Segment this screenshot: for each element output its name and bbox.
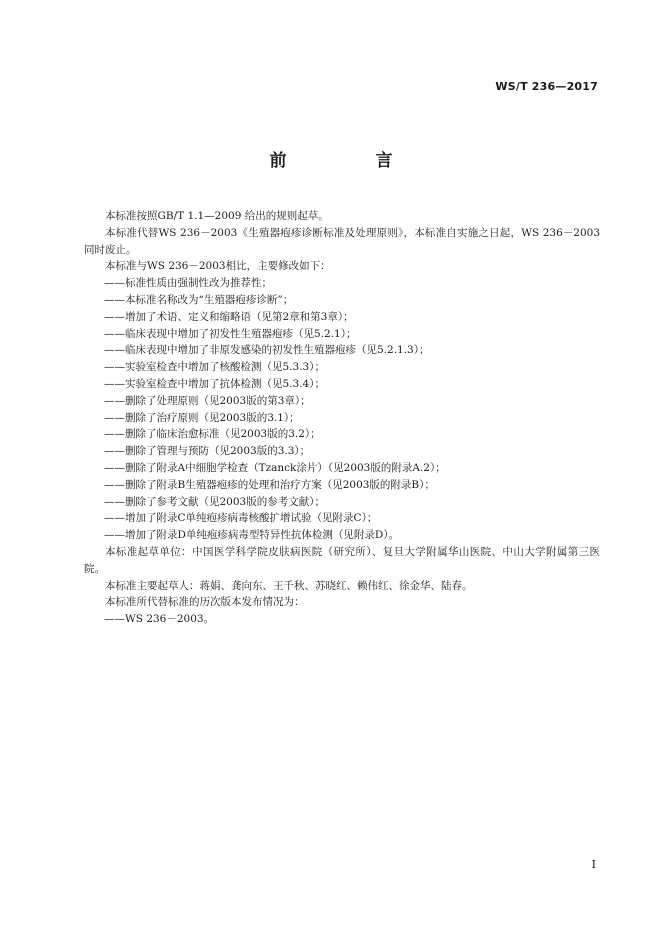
list-item: ——增加了术语、定义和缩略语（见第2章和第3章）； xyxy=(104,310,354,323)
list-item: ——删除了附录B生殖器疱疹的处理和治疗方案（见2003版的附录B）； xyxy=(104,478,435,491)
list-item: ——删除了管理与预防（见2003版的3.3）； xyxy=(104,445,311,458)
list-item: ——增加了附录C单纯疱疹病毒核酸扩增试验（见附录C）； xyxy=(104,512,378,525)
list-item: ——标准性质由强制性改为推荐性； xyxy=(104,277,272,290)
list-item: ——实验室检查中增加了抗体检测（见5.3.4）； xyxy=(104,377,325,390)
paragraph-drafting-rules: 本标准按照GB/T 1.1—2009 给出的规则起草。 xyxy=(105,210,329,222)
changes-list xyxy=(84,275,600,544)
list-item: ——增加了附录D单纯疱疹病毒型特异性抗体检测（见附录D）。 xyxy=(104,529,400,542)
list-item: ——删除了参考文献（见2003版的参考文献）； xyxy=(104,495,325,508)
paragraph-drafting-units: 本标准起草单位：中国医学科学院皮肤病医院（研究所）、复旦大学附属华山医院、中山大学附属第三医院。 xyxy=(84,545,600,575)
list-item: ——实验室检查中增加了核酸检测（见5.3.3）； xyxy=(104,361,325,374)
paragraph-drafters: 本标准主要起草人：蒋娟、龚向东、王千秋、苏晓红、赖伟红、徐金华、陆春。 xyxy=(105,579,473,592)
page-number: I xyxy=(591,858,596,871)
list-item: ——删除了处理原则（见2003版的第3章）； xyxy=(104,394,311,407)
standard-code: WS/T 236—2017 xyxy=(495,80,598,93)
history-list xyxy=(84,611,600,628)
list-item: ——删除了附录A中细胞学检查（Tzanck涂片）（见2003版的附录A.2）； xyxy=(104,461,446,474)
foreword-body xyxy=(84,208,600,628)
paragraph-history-intro: 本标准所代替标准的历次版本发布情况为： xyxy=(105,596,305,609)
list-item: ——临床表现中增加了初发性生殖器疱疹（见5.2.1）； xyxy=(104,327,357,340)
list-item: ——WS 236－2003。 xyxy=(104,613,215,626)
paragraph-changes-intro: 本标准与WS 236－2003相比，主要修改如下： xyxy=(105,260,331,273)
list-item: ——删除了临床治愈标准（见2003版的3.2）； xyxy=(104,428,321,441)
paragraph-replacement: 本标准代替WS 236－2003《生殖器疱疹诊断标准及处理原则》，本标准自实施之日起，WS 236－2003同时废止。 xyxy=(84,226,600,256)
list-item: ——临床表现中增加了非原发感染的初发性生殖器疱疹（见5.2.1.3）； xyxy=(104,344,430,357)
list-item: ——本标准名称改为“生殖器疱疹诊断”； xyxy=(104,293,294,306)
list-item: ——删除了治疗原则（见2003版的3.1）； xyxy=(104,411,300,424)
page-title: 前 言 xyxy=(269,151,429,171)
